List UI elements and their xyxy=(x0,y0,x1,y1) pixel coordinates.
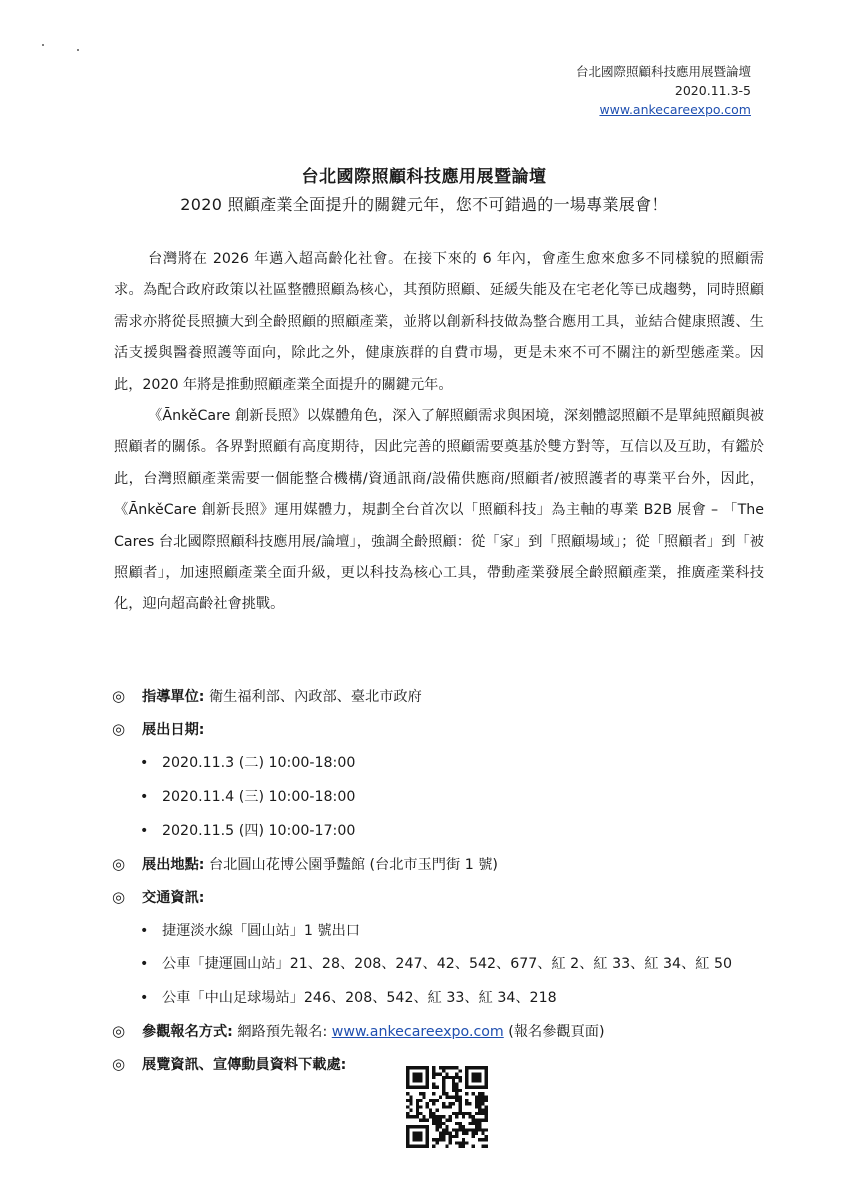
event-info-list xyxy=(112,680,762,1081)
header-dates: 2020.11.3-5 xyxy=(674,83,751,98)
transport-item xyxy=(112,981,762,1015)
registration-label: 參觀報名方式: xyxy=(142,1024,233,1040)
venue-value: 台北圓山花博公園爭豔館 (台北市玉門街 1 號) xyxy=(208,857,498,873)
registration-link[interactable]: www.ankecareexpo.com xyxy=(331,1024,504,1040)
double-circle-marker: ◎ xyxy=(112,855,126,873)
download-label: 展覽資訊、宣傳動員資料下載處: xyxy=(142,1057,347,1073)
header-website-link[interactable]: www.ankecareexpo.com xyxy=(599,102,751,117)
date-item xyxy=(112,814,762,848)
registration-prefix: 網路預先報名: xyxy=(237,1024,328,1040)
scan-speck xyxy=(77,49,79,51)
double-circle-marker: ◎ xyxy=(112,1055,126,1073)
transport-item-text: 公車「捷運圓山站」21、28、208、247、42、542、677、紅 2、紅 33、紅 34、紅 50 xyxy=(162,956,733,972)
transport-item xyxy=(112,914,762,948)
transport-item xyxy=(112,948,762,981)
page-title: 台北國際照顧科技應用展暨論壇 xyxy=(301,167,547,187)
intro-paragraph: 《ĀnkěCare 創新長照》以媒體角色，深入了解照顧需求與困境，深刻體認照顧不是單純照顧與被照顧者的關係。各界對照顧有高度期待，因此完善的照顧需要奠基於雙方對等，互信以及互助，有鑑於此，台灣照顧產業需要一個能整合機構/資通訊商/設備供應商/照顧者/被照護者的專業平台外，因此，《ĀnkěCare 創新長照》運用媒體力，規劃全台首次以「照顧科技」為主軸的專業 B2B 展會 – 「The Cares 台北國際照顧科技應用展/論壇」，強調全齡照顧：從「家」到「照顧場域」；從「照顧者」到「被照顧者」，加速照顧產業全面升級，更以科技為核心工具，帶動產業發展全齡照顧產業，推廣產業科技化，迎向超高齡社會挑戰。 xyxy=(114,408,764,613)
guidance-row xyxy=(112,680,762,713)
intro-body xyxy=(114,244,764,621)
bullet-icon: • xyxy=(140,789,149,805)
qr-code[interactable] xyxy=(406,1066,488,1148)
header-event-name: 台北國際照顧科技應用展暨論壇 xyxy=(575,64,751,79)
dates-row xyxy=(112,713,762,746)
date-item-text: 2020.11.5 (四) 10:00-17:00 xyxy=(162,823,356,839)
double-circle-marker: ◎ xyxy=(112,720,126,738)
bullet-icon: • xyxy=(140,823,149,839)
dates-label: 展出日期: xyxy=(142,722,205,738)
bullet-icon: • xyxy=(140,755,149,771)
guidance-value: 衛生福利部、內政部、臺北市政府 xyxy=(208,689,422,705)
date-item-text: 2020.11.4 (三) 10:00-18:00 xyxy=(162,789,356,805)
transport-row xyxy=(112,881,762,914)
bullet-icon: • xyxy=(140,923,149,939)
bullet-icon: • xyxy=(140,956,149,972)
transport-item-text: 公車「中山足球場站」246、208、542、紅 33、紅 34、218 xyxy=(162,990,557,1006)
registration-suffix: (報名參觀頁面) xyxy=(508,1024,605,1040)
page-subtitle: 2020 照顧產業全面提升的關鍵元年，您不可錯過的一場專業展會！ xyxy=(180,195,668,214)
venue-label: 展出地點: xyxy=(142,857,205,873)
guidance-label: 指導單位: xyxy=(142,689,205,705)
transport-item-text: 捷運淡水線「圓山站」1 號出口 xyxy=(162,923,360,939)
date-item xyxy=(112,746,762,780)
registration-row xyxy=(112,1015,762,1048)
transport-label: 交通資訊: xyxy=(142,890,205,906)
intro-paragraph: 台灣將在 2026 年邁入超高齡化社會。在接下來的 6 年內，會產生愈來愈多不同樣貌的照顧需求。為配合政府政策以社區整體照顧為核心，其預防照顧、延緩失能及在宅老化等已成趨勢，同時照顧需求亦將從長照擴大到全齡照顧的照顧產業，並將以創新科技做為整合應用工具，並結合健康照護、生活支援與醫養照護等面向，除此之外，健康族群的自費市場，更是未來不可不關注的新型態產業。因此，2020 年將是推動照顧產業全面提升的關鍵元年。 xyxy=(114,251,764,393)
date-item xyxy=(112,780,762,814)
header-info xyxy=(576,62,751,119)
venue-row xyxy=(112,848,762,881)
double-circle-marker: ◎ xyxy=(112,687,126,705)
date-item-text: 2020.11.3 (二) 10:00-18:00 xyxy=(162,755,356,771)
double-circle-marker: ◎ xyxy=(112,1022,126,1040)
scan-speck xyxy=(42,44,44,46)
double-circle-marker: ◎ xyxy=(112,888,126,906)
bullet-icon: • xyxy=(140,990,149,1006)
